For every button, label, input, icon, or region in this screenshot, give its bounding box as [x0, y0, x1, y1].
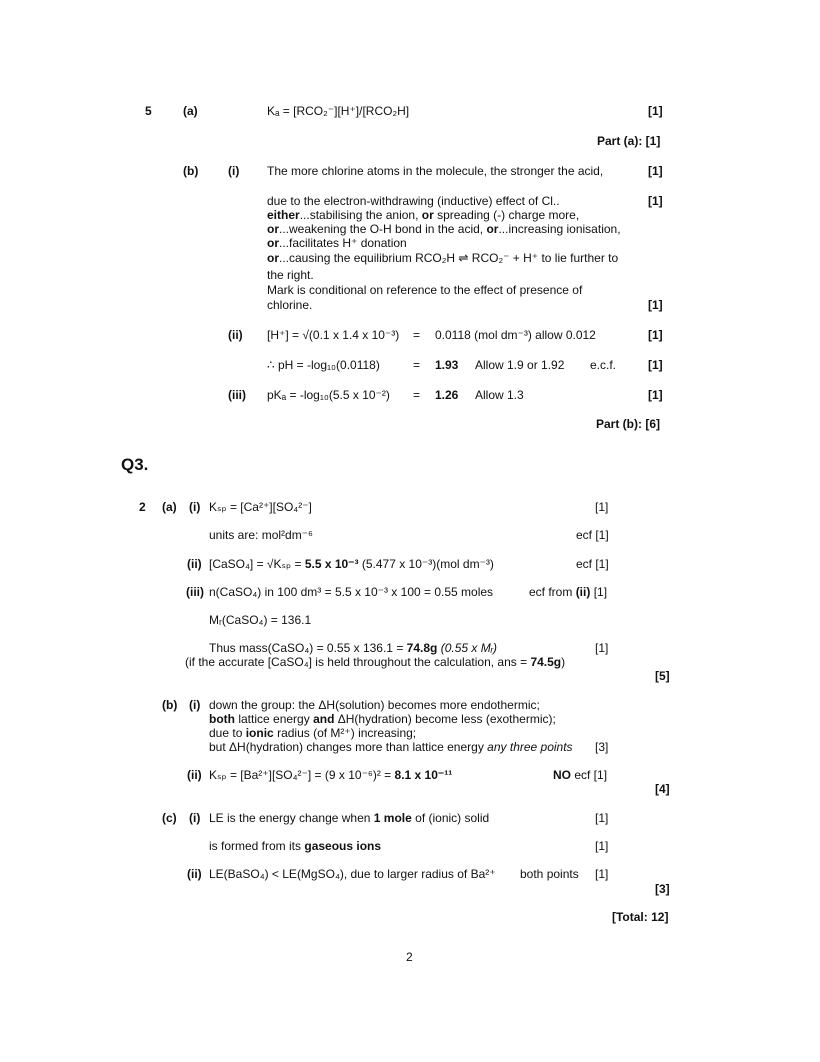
l1-a: LE is the energy change when	[209, 811, 371, 825]
q2a-ii-label: (ii)	[187, 557, 202, 571]
q2a-mass-mark: [1]	[595, 641, 609, 655]
q2c-label: (c)	[162, 811, 177, 825]
q2-grand-total: [Total: 12]	[612, 910, 669, 924]
or-keyword: or	[267, 236, 279, 250]
q3-heading: Q3.	[121, 455, 149, 474]
q2a-mr: Mᵣ(CaSO₄) = 136.1	[209, 613, 312, 627]
q5b-line4	[267, 222, 621, 236]
line6-text: ...causing the equilibrium RCO₂H ⇌ RCO₂⁻ + H⁺ to lie further to	[279, 251, 619, 265]
l1-b: of (ionic) solid	[415, 811, 490, 825]
q5b-ph-allow: Allow 1.9 or 1.92	[475, 358, 565, 372]
q5b-part-total: Part (b): [6]	[596, 417, 660, 431]
ii-mark-text: ecf [1]	[574, 768, 608, 782]
q5b-iii-expression: pKₐ = -log₁₀(5.5 x 10⁻²)	[267, 388, 390, 402]
q5b-ii-mark: [1]	[648, 328, 663, 342]
q2a-iii-expression: n(CaSO₄) in 100 dm³ = 5.5 x 10⁻³ x 100 = 0.55 moles	[209, 585, 494, 599]
q2c-line2-mark: [1]	[595, 839, 609, 853]
page-number: 2	[406, 950, 413, 964]
l2-bold: gaseous ions	[304, 839, 382, 853]
q2a-iii-label: (iii)	[186, 585, 204, 599]
q2a-ii-line	[209, 557, 494, 571]
q5b-line2-mark: [1]	[648, 194, 663, 208]
l4-note: any three points	[487, 740, 573, 754]
q5b-ph-value: 1.93	[435, 358, 459, 372]
answer: 5.5 x 10⁻³	[304, 557, 359, 571]
or-keyword: or	[486, 222, 499, 236]
q5b-ii-label: (ii)	[228, 328, 243, 342]
ii-expr: Kₛₚ = [Ba²⁺][SO₄²⁻] = (9 x 10⁻⁶)² =	[209, 768, 392, 782]
line3-text-b: spreading (-) charge more,	[437, 208, 580, 222]
q5b-ii-value: 0.0118 (mol dm⁻³) allow 0.012	[435, 328, 596, 342]
or-keyword: or	[267, 251, 279, 265]
q5a-ka-expression: Kₐ = [RCO₂⁻][H⁺]/[RCO₂H]	[267, 104, 410, 118]
no-keyword: NO	[553, 768, 571, 782]
q5b-ph-expression: ∴ pH = -log₁₀(0.0118)	[267, 358, 380, 372]
line3-text-a: ...stabilising the anion,	[299, 208, 419, 222]
l3-a: due to	[209, 726, 243, 740]
q5b-line3	[267, 208, 579, 222]
q5b-line1: The more chlorine atoms in the molecule, the stronger the acid,	[267, 164, 604, 178]
q2b-i-mark: [3]	[595, 740, 609, 754]
l4-a: but ΔH(hydration) changes more than lattice energy	[209, 740, 484, 754]
q5b-ph-equals: =	[413, 358, 421, 372]
q5b-ph-ecf: e.c.f.	[590, 358, 617, 372]
q2b-ii-mark	[553, 768, 607, 782]
q5b-line1-mark: [1]	[648, 164, 663, 178]
or-keyword: or	[421, 208, 434, 222]
q5b-label: (b)	[183, 164, 199, 178]
q2c-line2	[209, 839, 381, 853]
ecf-from: ecf from	[529, 585, 573, 599]
expr: [CaSO₄] = √Kₛₚ =	[209, 557, 302, 571]
q5b-ii-expression: [H⁺] = √(0.1 x 1.4 x 10⁻³)	[267, 328, 400, 342]
detail: (5.477 x 10⁻³)(mol dm⁻³)	[361, 557, 494, 571]
q2a-i-label: (i)	[189, 500, 201, 514]
q2b-i-label: (i)	[189, 698, 201, 712]
q2-number: 2	[139, 500, 146, 514]
q2b-line2	[209, 712, 556, 726]
mark: [1]	[593, 585, 608, 599]
q2c-ii-both: both points	[520, 867, 579, 881]
q5b-line8: Mark is conditional on reference to the effect of presence of	[267, 283, 583, 297]
q2a-units: units are: mol²dm⁻⁶	[209, 528, 313, 542]
ref: (ii)	[575, 585, 591, 599]
q2b-line4	[209, 740, 573, 754]
q2b-label: (b)	[162, 698, 178, 712]
q5b-iii-value: 1.26	[435, 388, 459, 402]
l1-bold: 1 mole	[373, 811, 412, 825]
q2b-ii-line	[209, 768, 452, 782]
q2c-line1	[209, 811, 489, 825]
l2-a: is formed from its	[209, 839, 302, 853]
either-keyword: either	[267, 208, 300, 222]
q2a-ksp-mark: [1]	[595, 500, 609, 514]
q5b-line9: chlorine.	[267, 298, 313, 312]
q5b-i-label: (i)	[228, 164, 240, 178]
ii-answer: 8.1 x 10⁻¹¹	[394, 768, 453, 782]
both-keyword: both	[209, 712, 235, 726]
q2a-total: [5]	[655, 669, 670, 683]
accurate-answer: 74.5g	[530, 655, 562, 669]
q5b-line9-mark: [1]	[648, 298, 663, 312]
l2-a: lattice energy	[238, 712, 310, 726]
q5b-line6	[267, 251, 618, 265]
q2b-line3	[209, 726, 416, 740]
q2b-total: [4]	[655, 782, 670, 796]
q2a-mass-line	[209, 641, 497, 655]
q2b-ii-label: (ii)	[187, 768, 202, 782]
q5b-iii-mark: [1]	[648, 388, 663, 402]
line4-text-a: ...weakening the O-H bond in the acid,	[279, 222, 484, 236]
or-keyword: or	[267, 222, 279, 236]
q2a-iii-mark	[529, 585, 607, 599]
q5b-ph-mark: [1]	[648, 358, 663, 372]
q5b-iii-allow: Allow 1.3	[475, 388, 524, 402]
q5b-line5	[267, 236, 407, 250]
line4-text-b: ...increasing ionisation,	[498, 222, 621, 236]
q5b-line7: the right.	[267, 268, 314, 282]
l3-b: radius (of M²⁺) increasing;	[277, 726, 417, 740]
q2a-ksp: Kₛₚ = [Ca²⁺][SO₄²⁻]	[209, 500, 312, 514]
q2c-line1-mark: [1]	[595, 811, 609, 825]
q2c-ii-expression: LE(BaSO₄) < LE(MgSO₄), due to larger radius of Ba²⁺	[209, 867, 496, 881]
accurate-close: )	[561, 655, 566, 669]
q5b-ii-equals: =	[413, 328, 421, 342]
q5b-iii-equals: =	[413, 388, 421, 402]
q5b-line2: due to the electron-withdrawing (inductive) effect of Cl..	[267, 194, 560, 208]
mass-formula: (0.55 x Mᵣ)	[440, 641, 498, 655]
l2-b: ΔH(hydration) become less (exothermic);	[337, 712, 556, 726]
q2c-ii-label: (ii)	[187, 867, 202, 881]
ionic-keyword: ionic	[245, 726, 274, 740]
accurate-text: (if the accurate [CaSO₄] is held throughout the calculation, ans =	[185, 655, 528, 669]
q2a-units-mark: ecf [1]	[576, 528, 609, 542]
q2c-ii-mark: [1]	[595, 867, 609, 881]
and-keyword: and	[313, 712, 335, 726]
q2a-accurate-line	[185, 655, 565, 669]
q2c-i-label: (i)	[189, 811, 201, 825]
q5-number: 5	[145, 104, 152, 118]
mass-answer: 74.8g	[406, 641, 438, 655]
q5a-part-total: Part (a): [1]	[597, 134, 661, 148]
mass-text: Thus mass(CaSO₄) = 0.55 x 136.1 =	[209, 641, 404, 655]
q2a-ii-mark: ecf [1]	[576, 557, 609, 571]
q5a-mark: [1]	[648, 104, 663, 118]
q2b-line1: down the group: the ΔH(solution) becomes more endothermic;	[209, 698, 540, 712]
q2c-total: [3]	[655, 882, 670, 896]
q5b-iii-label: (iii)	[228, 388, 246, 402]
line5-text: ...facilitates H⁺ donation	[279, 236, 407, 250]
q5a-label: (a)	[183, 104, 198, 118]
q2a-label: (a)	[162, 500, 177, 514]
